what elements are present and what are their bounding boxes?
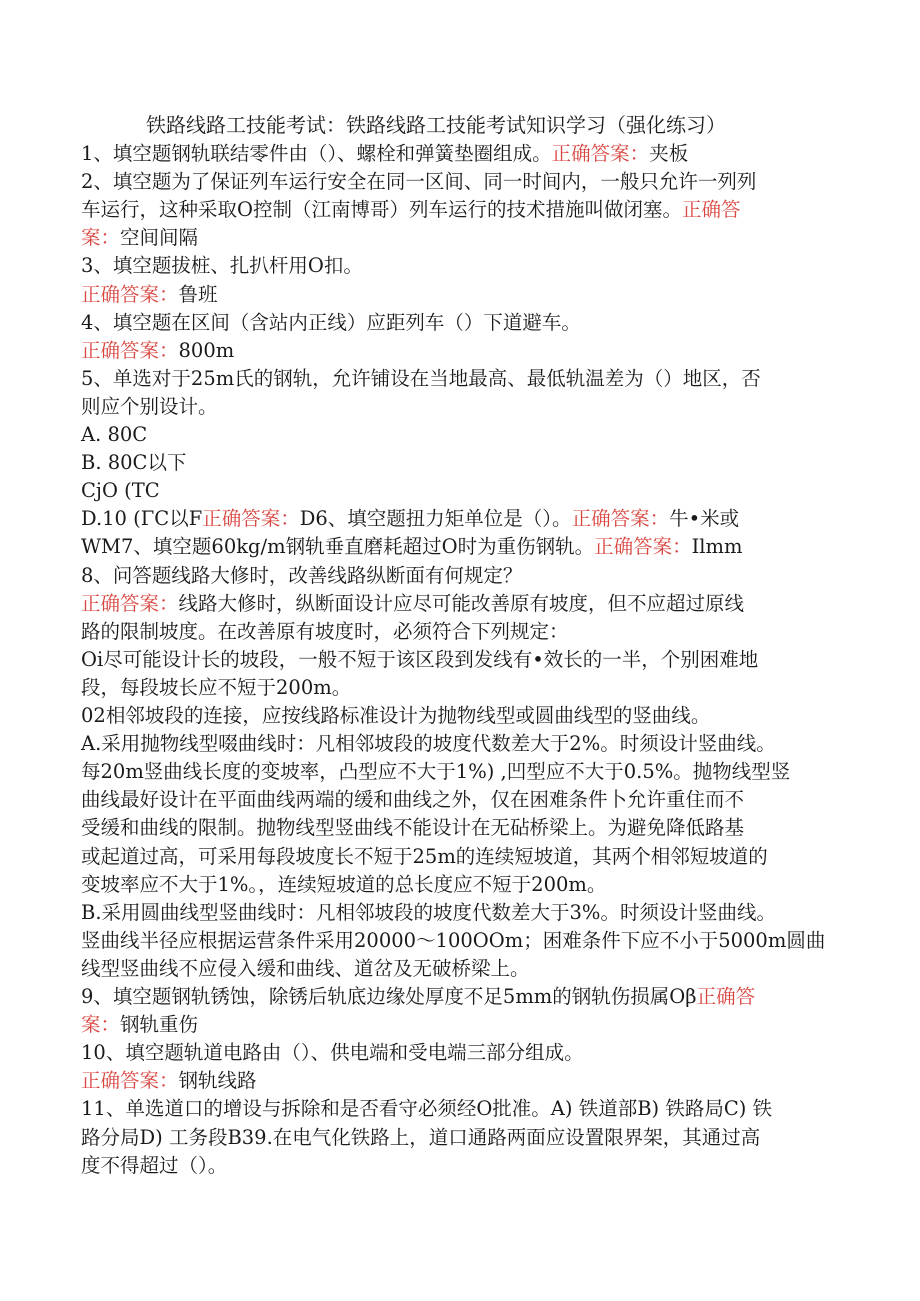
text-line: [81, 983, 755, 1011]
line-text: 3、填空题拔桩、扎扒杆用O扣。: [81, 254, 363, 278]
line-text: 竖曲线半径应根据运营条件采用20000〜100OOm；困难条件下应不小于5000m圆曲: [81, 928, 826, 952]
line-text: 钢轨重伤: [120, 1013, 199, 1037]
line-text: 段，每段坡长应不短于200m。: [81, 675, 352, 699]
text-line: [81, 1095, 772, 1123]
line-text: 1、填空题钢轨联结零件由（）、螺栓和弹簧垫圈组成。: [81, 142, 552, 165]
answer-label: 案：: [81, 226, 121, 250]
line-text: D.10 (ΓC以F: [81, 507, 203, 531]
text-line: [81, 758, 790, 786]
line-text: 鲁班: [178, 282, 218, 306]
line-text: 牛•米或: [669, 507, 740, 531]
text-line: [81, 477, 160, 505]
line-text: 路分局D) 工务段B39.在电气化铁路上，道口通路两面应设置限界架，其通过高: [81, 1125, 761, 1149]
text-line: [81, 309, 581, 337]
text-line: [81, 196, 741, 224]
answer-label: 正确答: [696, 985, 756, 1008]
text-line: [81, 702, 710, 730]
document-title: 铁路线路工技能考试：铁路线路工技能考试知识学习（强化练习）: [146, 113, 726, 137]
line-text: B.采用圆曲线型竖曲线时：凡相邻坡段的坡度代数差大于3%。时须设计竖曲线。: [81, 900, 776, 924]
line-text: 5、单选对于25m氏的钢轨，允许铺设在当地最高、最低轨温差为（）地区，否: [81, 366, 761, 390]
answer-label: 正确答案：: [202, 507, 300, 531]
line-text: 受缓和曲线的限制。抛物线型竖曲线不能设计在无砧桥梁上。为避免降低路基: [81, 816, 745, 840]
line-text: 4、填空题在区间（含站内正线）应距列车（）下道避车。: [81, 310, 581, 334]
line-text: 变坡率应不大于1%。，连续短坡道的总长度应不短于200m。: [81, 872, 607, 896]
line-text: 02相邻坡段的连接，应按线路标准设计为抛物线型或圆曲线型的竖曲线。: [81, 704, 711, 727]
line-text: 9、填空题钢轨锈蚀，除锈后轨底边缘处厚度不足5mm的钢轨伤损属Oβ: [81, 985, 697, 1008]
text-line: [81, 955, 530, 983]
text-line: [81, 899, 776, 927]
text-line: [81, 140, 688, 168]
text-line: [81, 449, 186, 477]
text-line: [81, 505, 739, 533]
line-text: WM7、填空题60kg∕m钢轨垂直磨耗超过O时为重伤钢轨。: [81, 535, 595, 559]
answer-label: 正确答: [682, 198, 741, 222]
text-line: [81, 421, 147, 449]
answer-label: 案：: [81, 1013, 121, 1037]
line-text: 10、填空题轨道电路由（）、供电端和受电端三部分组成。: [81, 1041, 584, 1065]
line-text: 线路大修时，纵断面设计应尽可能改善原有坡度，但不应超过原线: [178, 591, 745, 615]
line-text: Oi尽可能设计长的坡段，一般不短于该区段到发线有•效长的一半，个别困难地: [81, 647, 759, 671]
answer-label: 正确答案：: [81, 338, 179, 362]
line-text: 或起道过高，可采用每段坡度长不短于25m的连续短坡道，其两个相邻短坡道的: [81, 844, 768, 868]
answer-label: 正确答案：: [571, 507, 670, 531]
line-text: B. 80C以下: [81, 451, 187, 475]
text-line: [81, 674, 351, 702]
text-line: [81, 281, 218, 309]
answer-label: 正确答案：: [81, 591, 179, 615]
answer-label: 正确答案：: [594, 535, 692, 559]
text-line: [81, 1067, 257, 1095]
line-text: 夹板: [649, 142, 689, 165]
answer-label: 正确答案：: [81, 1069, 179, 1093]
text-line: [81, 168, 756, 196]
line-text: 2、填空题为了保证列车运行安全在同一区间、同一时间内，一般只允许一列列: [81, 170, 757, 194]
line-text: 线型竖曲线不应侵入缓和曲线、道岔及无破桥梁上。: [81, 956, 530, 980]
line-text: 11、单选道口的增设与拆除和是否看守必须经O批准。A) 铁道部B) 铁路局C) 铁: [81, 1097, 773, 1121]
line-text: Ilmm: [691, 535, 743, 559]
text-line: [81, 927, 825, 955]
answer-label: 正确答案：: [81, 282, 179, 306]
line-text: 则应个别设计。: [81, 394, 218, 418]
text-line: [81, 562, 522, 590]
text-line: [81, 365, 761, 393]
line-text: 度不得超过（）。: [81, 1153, 228, 1177]
text-line: [81, 618, 569, 646]
text-line: [81, 1039, 584, 1067]
text-line: [81, 533, 743, 561]
line-text: 每20m竖曲线长度的变坡率，凸型应不大于1%) ,凹型应不大于0.5%。抛物线型竖: [81, 760, 791, 784]
line-text: 800m: [178, 338, 235, 362]
line-text: A. 80C: [81, 423, 148, 446]
text-line: [81, 393, 218, 421]
text-line: [81, 590, 744, 618]
line-text: 空间间隔: [120, 226, 199, 250]
text-line: [81, 730, 776, 758]
answer-label: 正确答案：: [551, 142, 650, 165]
text-line: [81, 252, 363, 280]
line-text: D6、填空题扭力矩单位是（）。: [299, 507, 572, 531]
line-text: A.采用抛物线型啜曲线时：凡相邻坡段的坡度代数差大于2%。时须设计竖曲线。: [81, 732, 776, 756]
line-text: 曲线最好设计在平面曲线两端的缓和曲线之外，仅在困难条件卜允许重住而不: [81, 788, 745, 812]
text-line: [81, 337, 234, 365]
line-text: CjO (TC: [81, 479, 160, 503]
text-line: [81, 224, 198, 252]
text-line: [81, 871, 606, 899]
text-line: [81, 646, 758, 674]
text-line: [81, 814, 744, 842]
text-line: [81, 786, 744, 814]
line-text: 车运行，这种采取O控制（江南博哥）列车运行的技术措施叫做闭塞。: [81, 198, 682, 222]
line-text: 钢轨线路: [178, 1069, 257, 1093]
text-line: [81, 1011, 198, 1039]
text-line: [81, 1152, 227, 1180]
line-text: 路的限制坡度。在改善原有坡度时，必须符合下列规定：: [81, 619, 569, 643]
line-text: 8、问答题线路大修时，改善线路纵断面有何规定？: [81, 563, 523, 587]
text-line: [81, 1124, 760, 1152]
text-line: [81, 843, 768, 871]
